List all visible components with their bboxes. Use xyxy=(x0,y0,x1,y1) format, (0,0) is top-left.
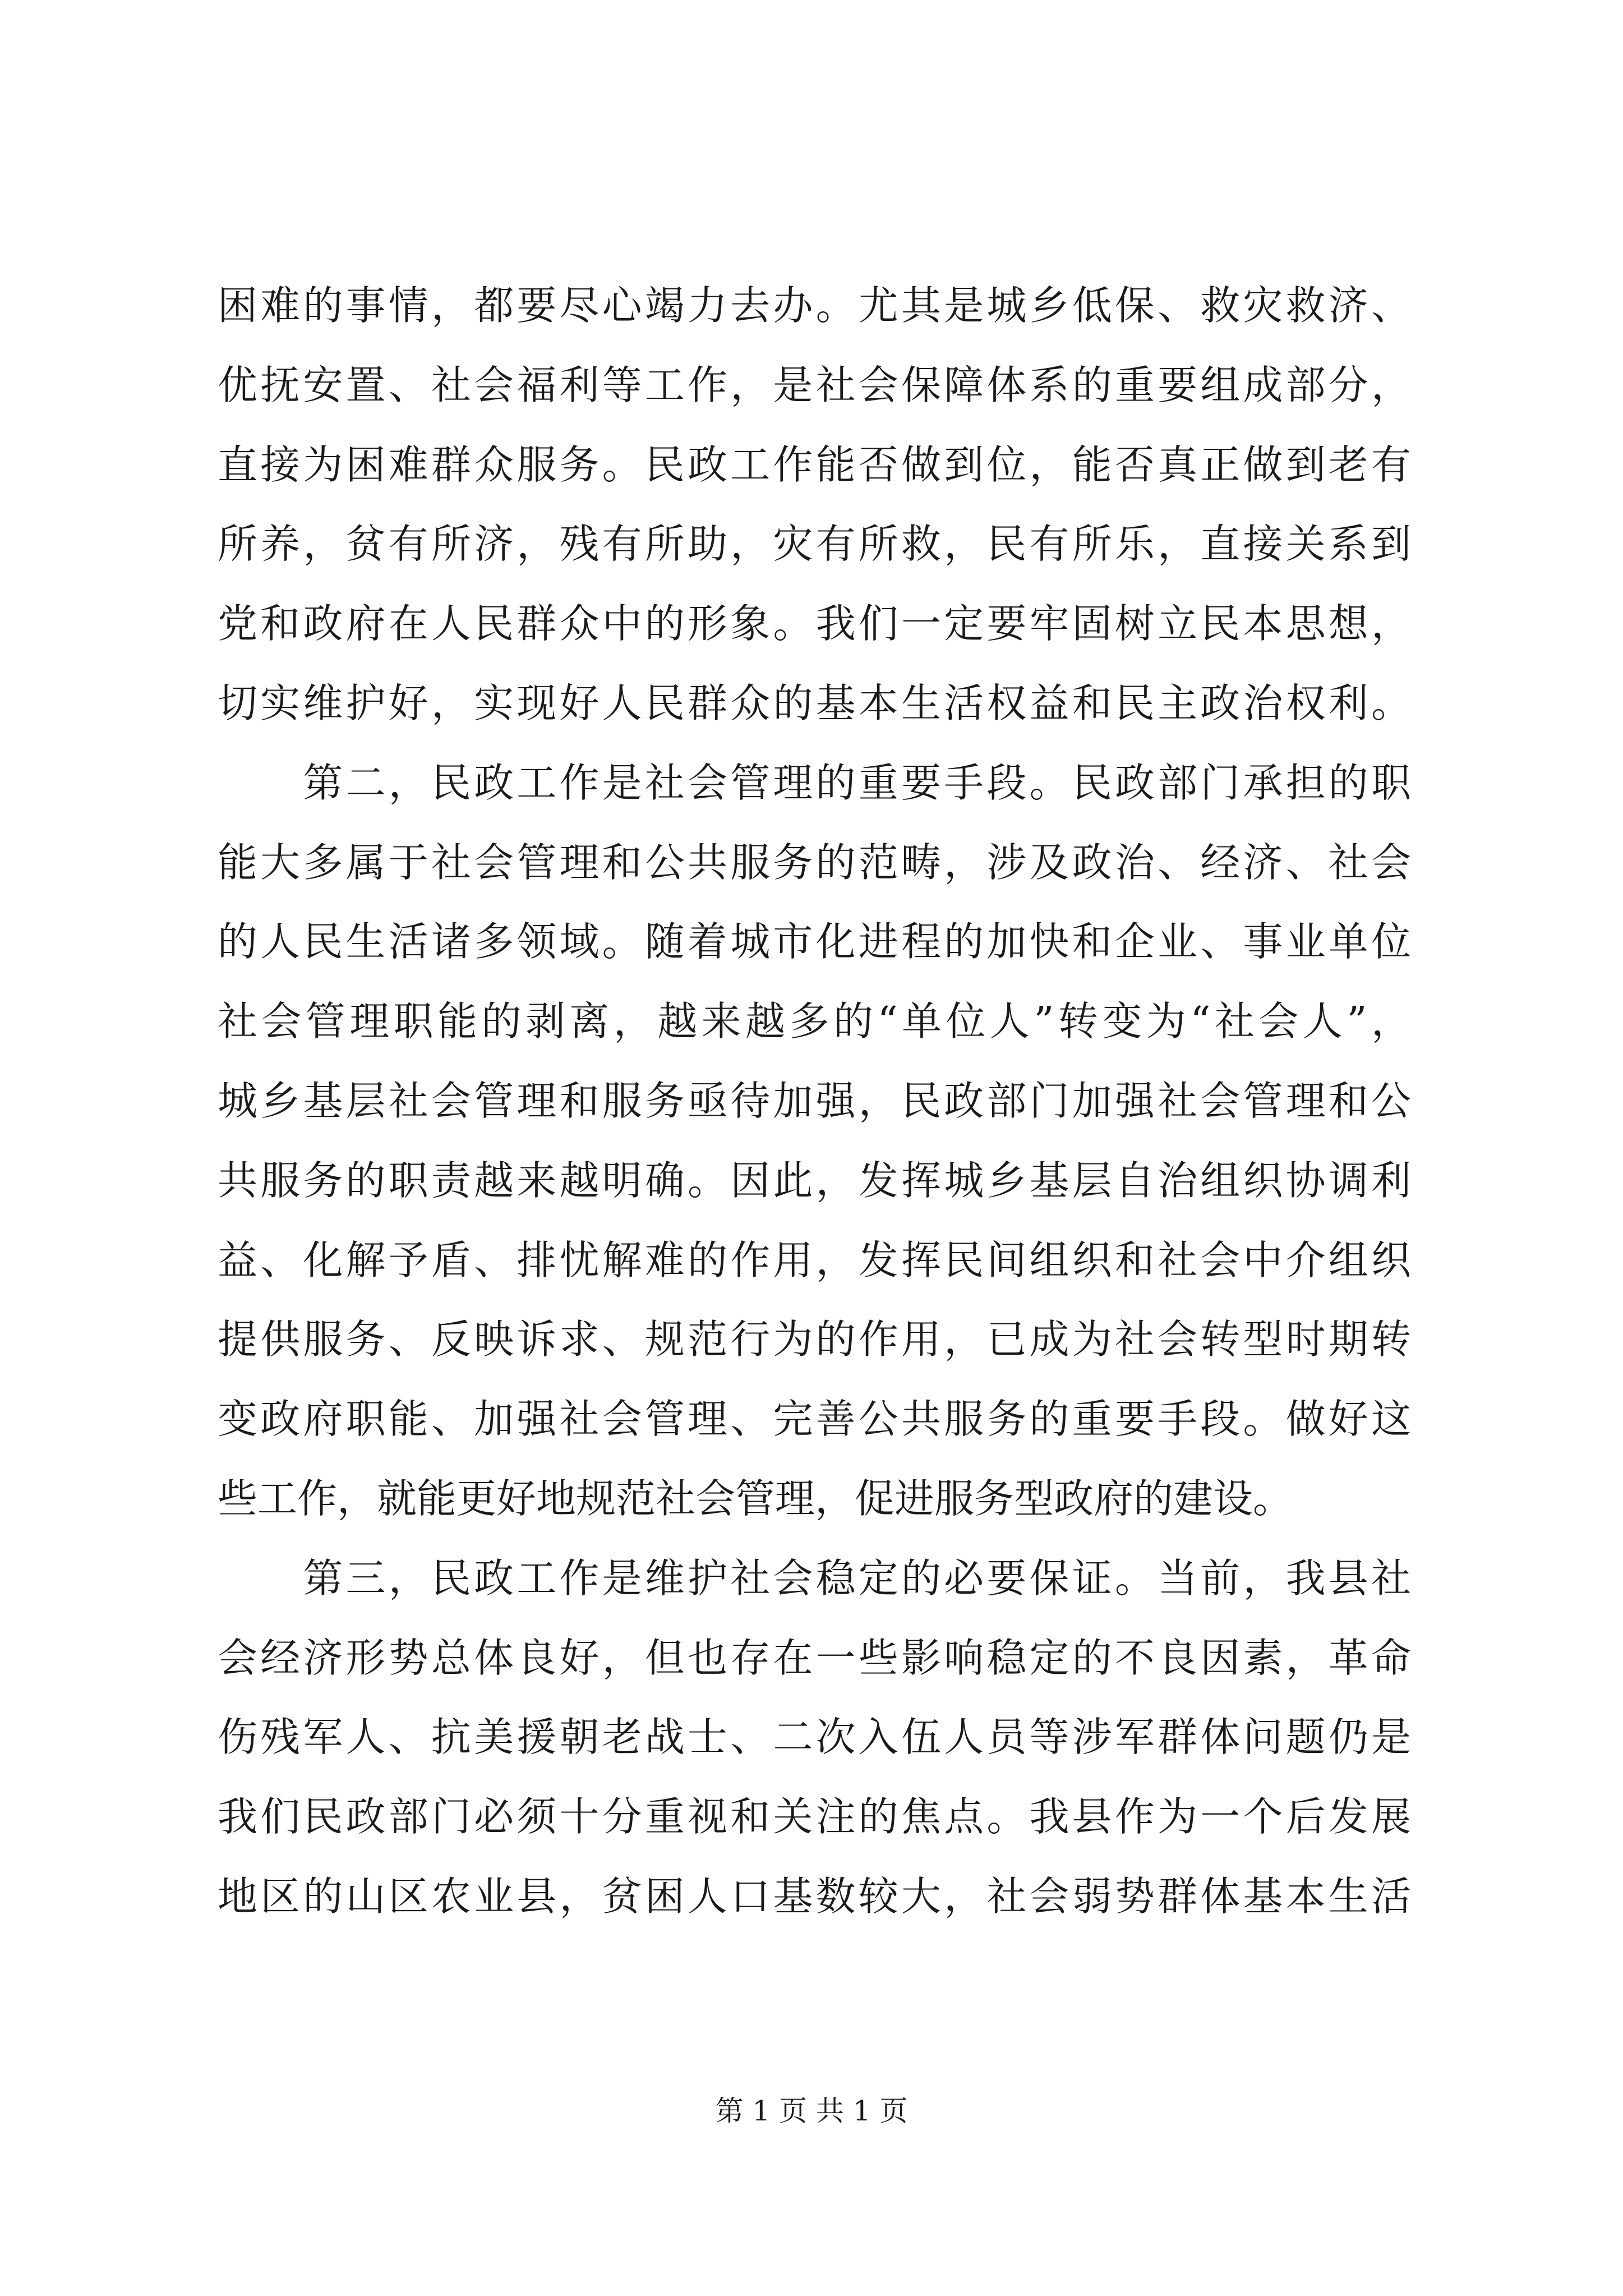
page-footer: 第 1 页 共 1 页 xyxy=(715,2095,908,2127)
text-line: 第三，民政工作是维护社会稳定的必要保证。当前，我县社 xyxy=(218,1554,1411,1602)
text-line: 我们民政部门必须十分重视和关注的焦点。我县作为一个后发展 xyxy=(218,1793,1411,1841)
text-line: 提供服务、反映诉求、规范行为的作用，已成为社会转型时期转 xyxy=(218,1316,1411,1363)
text-line: 益、化解予盾、排忧解难的作用，发挥民间组织和社会中介组织 xyxy=(218,1236,1411,1283)
text-line: 社会管理职能的剥离，越来越多的“单位人”转变为“社会人”， xyxy=(218,998,1411,1045)
text-line: 共服务的职责越来越明确。因此，发挥城乡基层自治组织协调利 xyxy=(218,1157,1411,1204)
text-line: 直接为困难群众服务。民政工作能否做到位，能否真正做到老有 xyxy=(218,441,1411,488)
text-line: 城乡基层社会管理和服务亟待加强，民政部门加强社会管理和公 xyxy=(218,1077,1411,1124)
text-line: 第二，民政工作是社会管理的重要手段。民政部门承担的职 xyxy=(218,759,1411,806)
text-line: 切实维护好，实现好人民群众的基本生活权益和民主政治权利。 xyxy=(218,679,1411,726)
text-line: 的人民生活诸多领域。随着城市化进程的加快和企业、事业单位 xyxy=(218,918,1411,965)
text-line: 能大多属于社会管理和公共服务的范畴，涉及政治、经济、社会 xyxy=(218,839,1411,886)
text-line: 些工作，就能更好地规范社会管理，促进服务型政府的建设。 xyxy=(218,1475,1293,1522)
document-body xyxy=(218,266,1411,1936)
text-line: 变政府职能、加强社会管理、完善公共服务的重要手段。做好这 xyxy=(218,1396,1411,1443)
text-line: 地区的山区农业县，贫困人口基数较大，社会弱势群体基本生活 xyxy=(218,1872,1411,1920)
text-line: 党和政府在人民群众中的形象。我们一定要牢固树立民本思想， xyxy=(218,600,1411,647)
text-line: 所养，贫有所济，残有所助，灾有所救，民有所乐，直接关系到 xyxy=(218,521,1411,568)
text-line: 困难的事情，都要尽心竭力去办。尤其是城乡低保、救灾救济、 xyxy=(218,282,1411,329)
text-line: 优抚安置、社会福利等工作，是社会保障体系的重要组成部分， xyxy=(218,361,1411,408)
text-line: 伤残军人、抗美援朝老战士、二次入伍人员等涉军群体问题仍是 xyxy=(218,1714,1411,1761)
text-line: 会经济形势总体良好，但也存在一些影响稳定的不良因素，革命 xyxy=(218,1634,1411,1681)
